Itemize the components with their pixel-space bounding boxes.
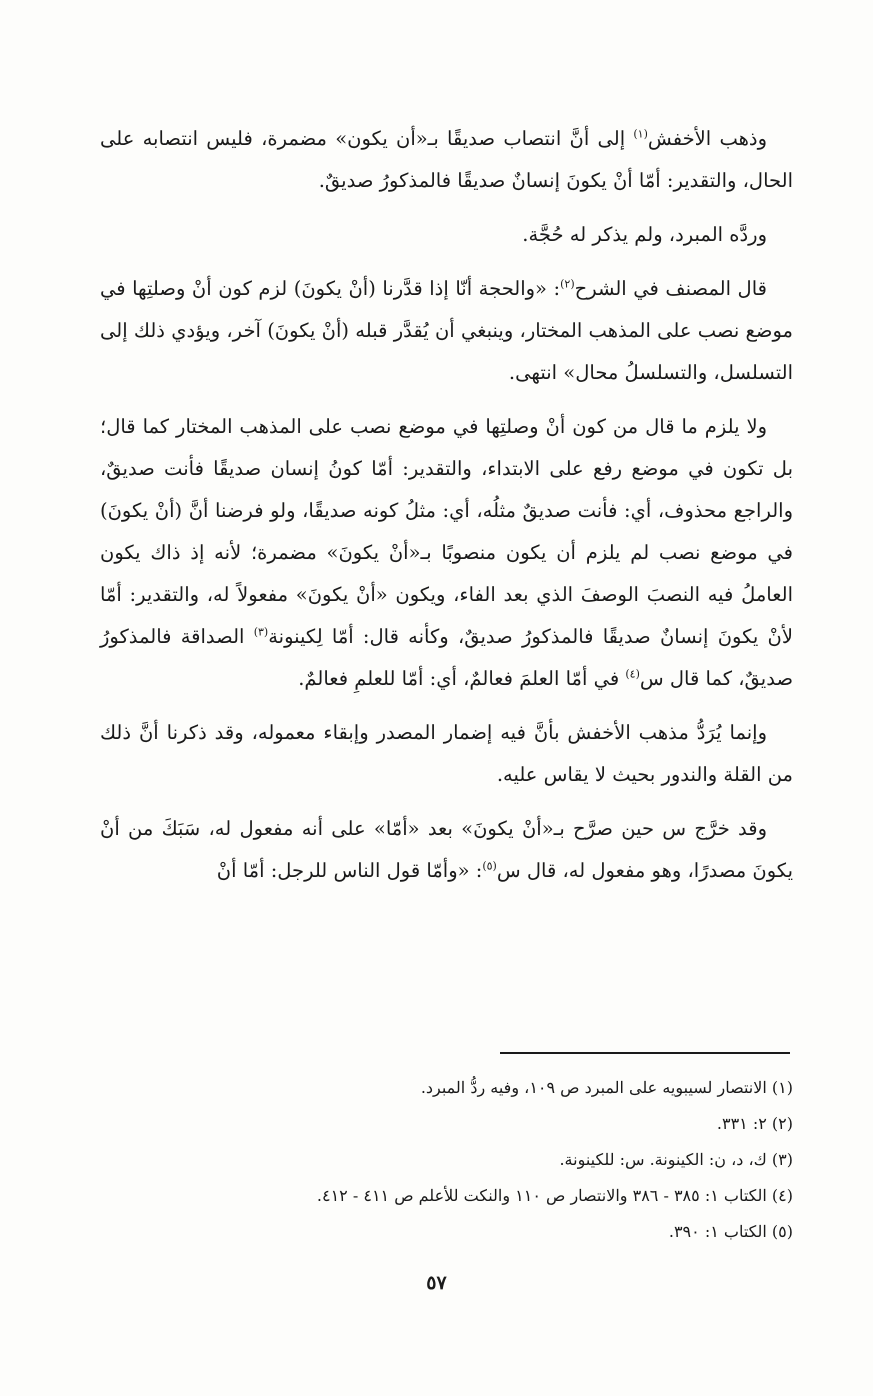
paragraph-text: الصداقة فالمذكورُ صديقٌ، كما قال س <box>100 625 793 690</box>
footnote-ref-2[interactable]: (٢) <box>560 277 575 291</box>
footnote-divider <box>500 1052 790 1054</box>
paragraph-3 <box>100 268 793 394</box>
main-text <box>100 118 793 892</box>
paragraph-2 <box>100 214 793 256</box>
footnote-4: (٤) الكتاب ١: ٣٨٥ - ٣٨٦ والانتصار ص ١١٠ والنكت للأعلم ص ٤١١ - ٤١٢. <box>316 1186 793 1205</box>
paragraph-text: ولا يلزم ما قال من كون أنْ وصلتِها في موضع نصب على المذهب المختار كما قال؛ بل تكون في موضع رفع على الابتداء، والتقدير: أمّا كونُ إنسان صديقًا فأنت صديقٌ، والراجع محذوف، أي: فأنت صديقٌ مثلُه، أي: مثلُ كونه صديقًا، ولو فرضنا أنَّ (أنْ يكونَ) في موضع نصب لم يلزم أن يكون منصوبًا بـ«أنْ يكونَ» مضمرة؛ لأنه إذ ذاك يكون العاملُ فيه النصبَ الوصفَ الذي بعد الفاء، ويكون «أنْ يكونَ» مفعولاً له، والتقدير: أمّا لأنْ يكونَ إنسانٌ صديقًا فالمذكورُ صديقٌ، وكأنه قال: أمّا لِكينونة <box>100 415 793 648</box>
paragraph-5 <box>100 712 793 796</box>
paragraph-text: وذهب الأخفش <box>647 127 767 150</box>
footnote-ref-5[interactable]: (٥) <box>482 859 497 873</box>
footnote-2: (٢) ٢: ٣٣١. <box>716 1114 793 1133</box>
footnote-ref-4[interactable]: (٤) <box>625 667 640 681</box>
paragraph-text: إلى أنَّ انتصاب صديقًا بـ«أن يكون» مضمرة، فليس انتصابه على الحال، والتقدير: أمّا أنْ يكونَ إنسانٌ صديقًا فالمذكورُ صديقٌ. <box>100 127 793 192</box>
paragraph-text: : «والحجة أنّا إذا قدَّرنا (أنْ يكونَ) لزم كون أنْ وصلتِها في موضع نصب على المذهب المختار، وينبغي أن يُقدَّر قبله (أنْ يكونَ) آخر، ويؤدي ذلك إلى التسلسل، والتسلسلُ محال» انتهى. <box>100 277 793 384</box>
footnote-ref-3[interactable]: (٣) <box>253 625 269 639</box>
paragraph-text: في أمّا العلمَ فعالمٌ، أي: أمّا للعلمِ فعالمٌ. <box>298 667 626 690</box>
footnote-ref-1[interactable]: (١) <box>633 127 648 141</box>
page-number: ٥٧ <box>426 1272 447 1294</box>
footnote-3: (٣) ك، د، ن: الكينونة. س: للكينونة. <box>559 1150 793 1169</box>
paragraph-4 <box>100 406 793 700</box>
footnote-5: (٥) الكتاب ١: ٣٩٠. <box>668 1222 793 1241</box>
paragraph-6 <box>100 808 793 892</box>
paragraph-text: وقد خرَّج س حين صرَّح بـ«أنْ يكونَ» بعد «أمّا» على أنه مفعول له، سَبَكَ من أنْ يكونَ مصدرًا، وهو مفعول له، قال س <box>100 817 793 882</box>
footnote-1: (١) الانتصار لسيبويه على المبرد ص ١٠٩، وفيه ردُّ المبرد. <box>420 1078 793 1097</box>
paragraph-text: وردَّه المبرد، ولم يذكر له حُجَّة. <box>522 223 767 246</box>
footnotes <box>100 1070 793 1250</box>
paragraph-1 <box>100 118 793 202</box>
paragraph-text: وإنما يُرَدُّ مذهب الأخفش بأنَّ فيه إضمار المصدر وإبقاء معموله، وقد ذكرنا أنَّ ذلك من القلة والندور بحيث لا يقاس عليه. <box>100 721 793 786</box>
page-body <box>100 118 793 904</box>
paragraph-text: : «وأمّا قول الناس للرجل: أمّا أنْ <box>216 859 483 882</box>
paragraph-text: قال المصنف في الشرح <box>574 277 767 300</box>
